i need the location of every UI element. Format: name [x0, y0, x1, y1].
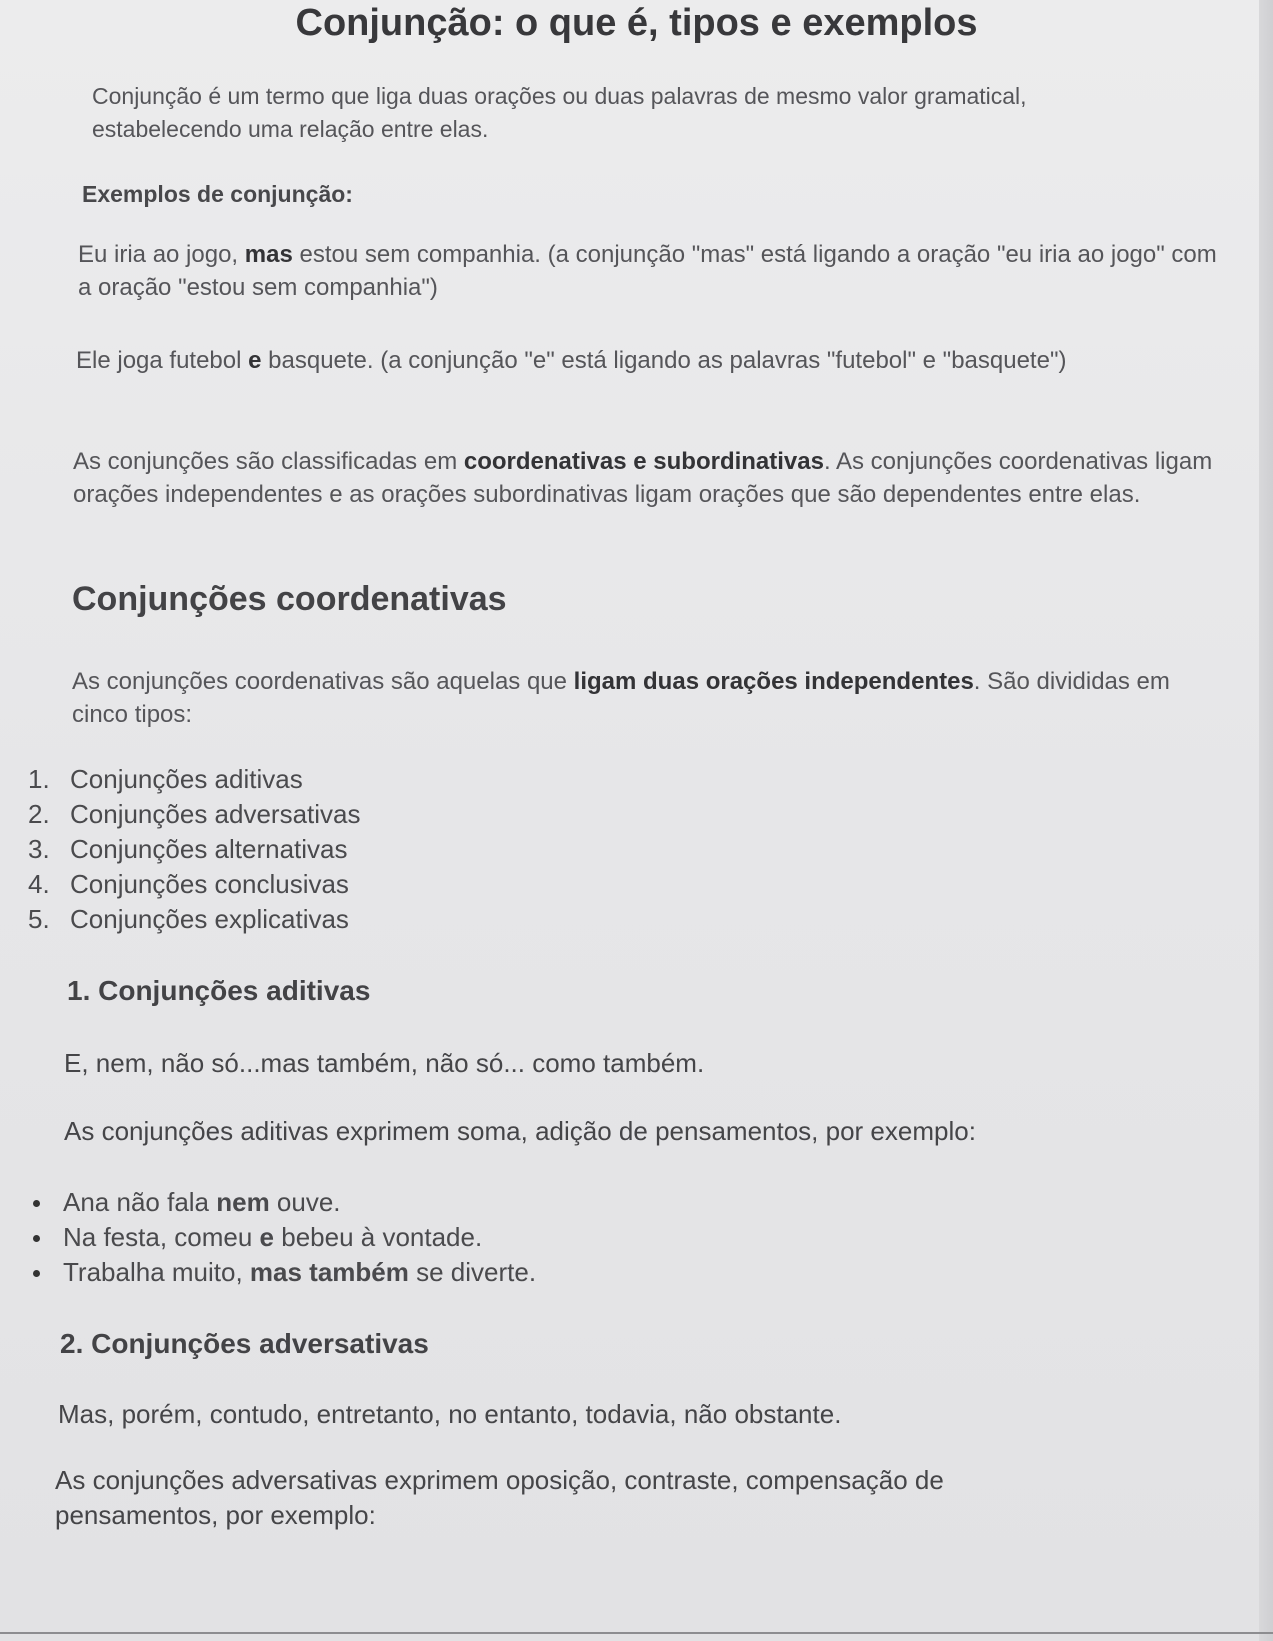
bullet-icon	[33, 1235, 40, 1242]
adversativas-description: As conjunções adversativas exprimem oposição, contraste, compensação de pensamentos, por exemplo:	[55, 1465, 944, 1530]
example-1-text-start: Eu iria ao jogo,	[78, 241, 245, 268]
bullet-icon	[33, 1200, 40, 1207]
intro-paragraph: Conjunção é um termo que liga duas orações ou duas palavras de mesmo valor gramatical, estabelecendo uma relação entre elas.	[92, 83, 1027, 142]
example-text-start: Na festa, comeu	[63, 1222, 260, 1252]
example-2-text-start: Ele joga futebol	[76, 347, 249, 374]
list-item	[0, 1185, 536, 1220]
classification-bold: coordenativas e subordinativas	[463, 448, 824, 475]
list-item-label: Conjunções explicativas	[70, 904, 349, 934]
example-conjunction: mas também	[249, 1257, 409, 1287]
adversativas-list: Mas, porém, contudo, entretanto, no entanto, todavia, não obstante.	[58, 1399, 842, 1429]
example-text-end: ouve.	[269, 1187, 341, 1217]
aditivas-examples	[0, 1185, 536, 1290]
list-item-label: Conjunções conclusivas	[70, 869, 349, 899]
list-item	[0, 1255, 536, 1290]
example-text-start: Trabalha muito,	[63, 1257, 250, 1287]
example-1-conjunction: mas	[244, 241, 293, 268]
list-item	[0, 832, 361, 867]
example-2-text-end: basquete. (a conjunção "e" está ligando as palavras "futebol" e "basquete")	[261, 347, 1067, 374]
list-item	[0, 867, 361, 902]
list-number: 2.	[28, 799, 50, 829]
types-list	[0, 762, 361, 937]
coordenativas-description	[72, 665, 1222, 731]
list-item-label: Conjunções alternativas	[70, 834, 348, 864]
bullet-icon	[33, 1270, 40, 1277]
heading-aditivas: 1. Conjunções aditivas	[67, 975, 371, 1006]
example-2-conjunction: e	[248, 347, 262, 374]
list-number: 1.	[28, 764, 50, 794]
example-conjunction: nem	[216, 1187, 270, 1217]
classification-text-end: . As conjunções coordenativas ligam orações independentes e as orações subordinativas ligam orações que são dependentes entre elas.	[73, 448, 1213, 508]
list-item-label: Conjunções aditivas	[70, 764, 303, 794]
page-edge-shadow	[1259, 0, 1273, 1641]
page-title: Conjunção: o que é, tipos e exemplos	[295, 2, 978, 44]
aditivas-list: E, nem, não só...mas também, não só... como também.	[64, 1048, 705, 1078]
example-conjunction: e	[259, 1222, 275, 1252]
list-item	[0, 797, 361, 832]
classification-text-start: As conjunções são classificadas em	[73, 448, 464, 475]
coordenativas-bold: ligam duas orações independentes	[573, 668, 974, 695]
aditivas-description: As conjunções aditivas exprimem soma, adição de pensamentos, por exemplo:	[64, 1116, 976, 1146]
example-2	[76, 344, 1116, 377]
coordenativas-text-start: As conjunções coordenativas são aquelas que	[72, 668, 574, 695]
list-item-label: Conjunções adversativas	[70, 799, 361, 829]
example-1-text-end: estou sem companhia. (a conjunção "mas" está ligando a oração "eu iria ao jogo" com a oração "estou sem companhia")	[78, 241, 1217, 301]
list-number: 5.	[28, 904, 50, 934]
list-number: 4.	[28, 869, 50, 899]
classification-paragraph	[73, 445, 1218, 511]
example-text-start: Ana não fala	[63, 1187, 217, 1217]
example-text-end: se diverte.	[408, 1257, 537, 1287]
list-number: 3.	[28, 834, 50, 864]
coordenativas-text-end: . São divididas em cinco tipos:	[72, 668, 1170, 728]
list-item	[0, 762, 361, 797]
examples-heading: Exemplos de conjunção:	[82, 181, 353, 207]
example-1	[78, 238, 1228, 304]
section-heading-coordenativas: Conjunções coordenativas	[72, 580, 507, 618]
heading-adversativas: 2. Conjunções adversativas	[60, 1328, 429, 1359]
list-item	[0, 1220, 536, 1255]
example-text-end: bebeu à vontade.	[274, 1222, 483, 1252]
bottom-divider	[0, 1632, 1273, 1634]
list-item	[0, 902, 361, 937]
